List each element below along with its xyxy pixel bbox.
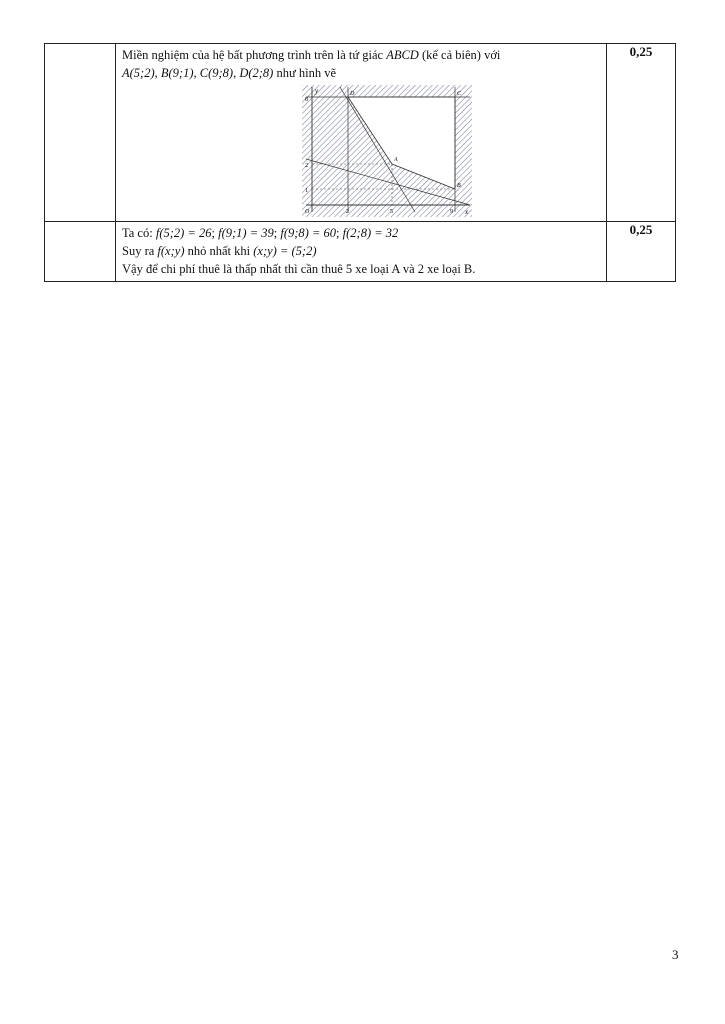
x-axis-label: x — [465, 208, 469, 216]
tick-label: 2 — [346, 209, 349, 215]
table-row — [45, 44, 676, 222]
empty-cell — [45, 44, 116, 222]
score-cell — [607, 222, 676, 282]
text: nhỏ nhất khi — [184, 244, 254, 258]
math-text: f(x;y) — [157, 244, 185, 258]
score-value: 0,25 — [629, 222, 653, 237]
score-cell — [607, 44, 676, 222]
solution-region-graph — [302, 85, 472, 217]
text: Suy ra — [122, 244, 158, 258]
text: ; — [336, 226, 343, 240]
empty-cell — [45, 222, 116, 282]
math-text: f(9;8) = 60 — [280, 226, 337, 240]
math-text: A(5;2), B(9;1), C(9;8), D(2;8) — [122, 66, 274, 80]
table-row — [45, 222, 676, 282]
text: Miền nghiệm của hệ bất phương trình trên là tứ giác — [122, 48, 387, 62]
tick-label: 5 — [390, 209, 393, 215]
text-line — [122, 64, 602, 82]
text: ; — [273, 226, 281, 240]
tick-label: 9 — [450, 209, 453, 215]
y-axis-label: y — [315, 87, 319, 95]
text-line — [122, 242, 602, 260]
tick-label: 1 — [305, 188, 308, 194]
point-label-a: A — [394, 157, 398, 163]
math-text: f(5;2) = 26 — [155, 226, 212, 240]
score-value: 0,25 — [629, 44, 653, 59]
text: Ta có: — [122, 226, 156, 240]
point-label-d: D — [350, 91, 355, 97]
tick-label: 8 — [305, 97, 308, 103]
origin-label: O — [305, 209, 310, 215]
text: như hình vẽ — [273, 66, 337, 80]
text-line: Vậy để chi phí thuê là thấp nhất thì cần thuê 5 xe loại A và 2 xe loại B. — [122, 262, 476, 276]
content-cell — [116, 222, 607, 282]
tick-label: 2 — [305, 163, 308, 169]
text: ; — [211, 226, 219, 240]
math-text: ABCD — [386, 48, 419, 62]
math-text: f(9;1) = 39 — [218, 226, 274, 240]
solution-table — [44, 43, 676, 282]
text-line — [122, 46, 602, 64]
page-number: 3 — [672, 947, 679, 962]
text: (kể cả biên) với — [418, 48, 501, 62]
point-label-c: C — [457, 91, 462, 97]
content-cell — [116, 44, 607, 222]
text-line — [122, 224, 602, 242]
point-label-b: B — [457, 183, 461, 189]
math-text: f(2;8) = 32 — [342, 226, 399, 240]
math-text: (x;y) = (5;2) — [253, 244, 317, 258]
